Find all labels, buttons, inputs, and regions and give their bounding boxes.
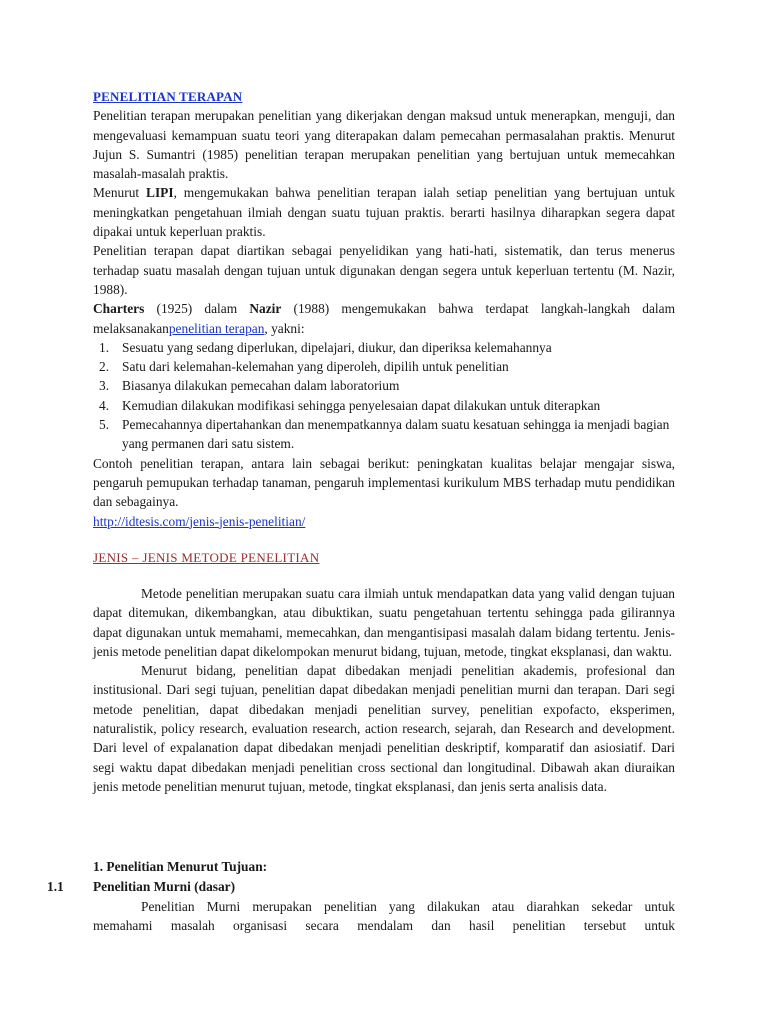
bold-term: Nazir: [249, 301, 282, 317]
paragraph: Contoh penelitian terapan, antara lain sebagai berikut: peningkatan kualitas belajar mengajar siswa, pengaruh pemupukan terhadap tanaman, pengaruh implementasi kurikulum MBS terhadap mutu pendidikan dan sebagainya.: [93, 455, 675, 510]
list-number: 1.: [99, 339, 110, 355]
text: , yakni:: [264, 320, 305, 336]
list-text: Biasanya dilakukan pemecahan dalam laboratorium: [122, 378, 400, 394]
penelitian-terapan-heading[interactable]: PENELITIAN TERAPAN: [93, 89, 243, 104]
list-item: [93, 415, 675, 454]
text: (1925) dalam: [144, 301, 250, 317]
paragraph: Penelitian terapan merupakan penelitian yang dikerjakan dengan maksud untuk menerapkan, menguji, dan mengevaluasi kemampuan suatu teori yang diterapakan dalam pemecahan permasalahan praktis. Menurut Jujun S. Sumantri (1985) penelitian terapan merupakan penelitian yang bertujuan untuk memecahkan masalah-masalah praktis.: [93, 108, 675, 182]
section-title-link[interactable]: [93, 87, 675, 106]
paragraph: Penelitian terapan dapat diartikan sebagai penyelidikan yang hati-hati, sistematik, dan terus menerus terhadap suatu masalah dengan tujuan untuk digunakan dengan segera untuk keperluan tertentu (M. Nazir, 1988).: [93, 243, 675, 297]
penelitian-terapan-link[interactable]: penelitian terapan: [168, 320, 265, 336]
paragraph: [93, 299, 675, 338]
bold-term: LIPI: [146, 185, 174, 201]
list-item: [93, 338, 675, 357]
jenis-metode-heading: JENIS – JENIS METODE PENELITIAN: [93, 550, 320, 565]
subheading-penelitian-murni: Penelitian Murni (dasar): [93, 879, 236, 894]
source-url-line: [93, 512, 675, 531]
bold-term: Charters: [93, 301, 145, 317]
list-item: [93, 357, 675, 376]
paragraph-line: memahami masalah organisasi secara mendalam dan hasil penelitian tersebut untuk: [93, 918, 675, 934]
source-url-link[interactable]: http://idtesis.com/jenis-jenis-penelitian/: [93, 513, 306, 529]
paragraph: [93, 183, 675, 241]
list-text: Satu dari kelemahan-kelemahan yang diperoleh, dipilih untuk penelitian: [122, 359, 509, 375]
list-number: 5.: [99, 417, 110, 433]
section-body-murni: [93, 897, 675, 936]
list-item: [93, 396, 675, 415]
list-text: Kemudian dilakukan modifikasi sehingga penyelesaian dapat dilakukan untuk diterapkan: [122, 397, 601, 413]
section-penelitian-terapan: [93, 87, 675, 531]
list-item: [93, 376, 675, 395]
section-jenis-metode: [93, 548, 675, 567]
list-text: Pemecahannya dipertahankan dan menempatkannya dalam suatu kesatuan sehingga ia menjadi bagian yang permanen dari satu sistem.: [122, 417, 670, 452]
text: Menurut: [93, 185, 147, 201]
section-body: [93, 584, 675, 796]
text: (1988) mengemukakan bahwa terdapat langkah-langkah dalam melaksanakan: [93, 301, 675, 336]
text: , mengemukakan bahwa penelitian terapan ialah setiap penelitian yang bertujuan untuk meningkatkan pengetahuan ilmiah dengan suatu tujuan praktis. berarti hasilnya diharapkan segera dapat dipakai untuk keperluan praktis.: [93, 185, 675, 240]
paragraph-line: Penelitian Murni merupakan penelitian yang dilakukan atau diarahkan sekedar untuk: [141, 899, 675, 914]
section-title: [93, 548, 675, 567]
paragraph: Metode penelitian merupakan suatu cara ilmiah untuk mendapatkan data yang valid dengan tujuan dapat ditemukan, dikembangkan, atau dibuktikan, suatu pengetahuan tertentu sehingga pada gilirannya dapat digunakan untuk memahami, memecahkan, dan mengantisipasi masalah dalam bidang tertentu. Jenis-jenis metode penelitian dapat dikelompokan menurut bidang, tujuan, metode, tingkat eksplanasi, dan waktu.: [93, 586, 675, 659]
subheading-menurut-tujuan: 1. Penelitian Menurut Tujuan:: [93, 859, 268, 874]
list-number: 3.: [99, 378, 110, 394]
list-number: 4.: [99, 397, 110, 413]
list-text: Sesuatu yang sedang diperlukan, dipelajari, diukur, dan diperiksa kelemahannya: [122, 339, 552, 355]
subheading-number: 1.1: [47, 879, 64, 894]
list-number: 2.: [99, 359, 110, 375]
paragraph: Menurut bidang, penelitian dapat dibedakan menjadi penelitian akademis, profesional dan institusional. Dari segi tujuan, penelitian dapat dibedakan menjadi penelitian murni dan terapan. Dari segi metode penelitian, dapat dibedakan menjadi penelitian survey, penelitian expofacto, eksperimen, naturalistik, policy research, evaluation research, action research, sejarah, dan Research and development. Dari level of expalanation dapat dibedakan menjadi penelitian deskriptif, komparatif dan asiosiatif. Dari segi waktu dapat dibedakan menjadi penelitian cross sectional dan longitudinal. Dibawah akan diuraikan jenis metode penelitian menurut tujuan, metode, tingkat eksplanasi, dan jenis serta analisis data.: [93, 663, 675, 794]
steps-list: [93, 338, 675, 454]
